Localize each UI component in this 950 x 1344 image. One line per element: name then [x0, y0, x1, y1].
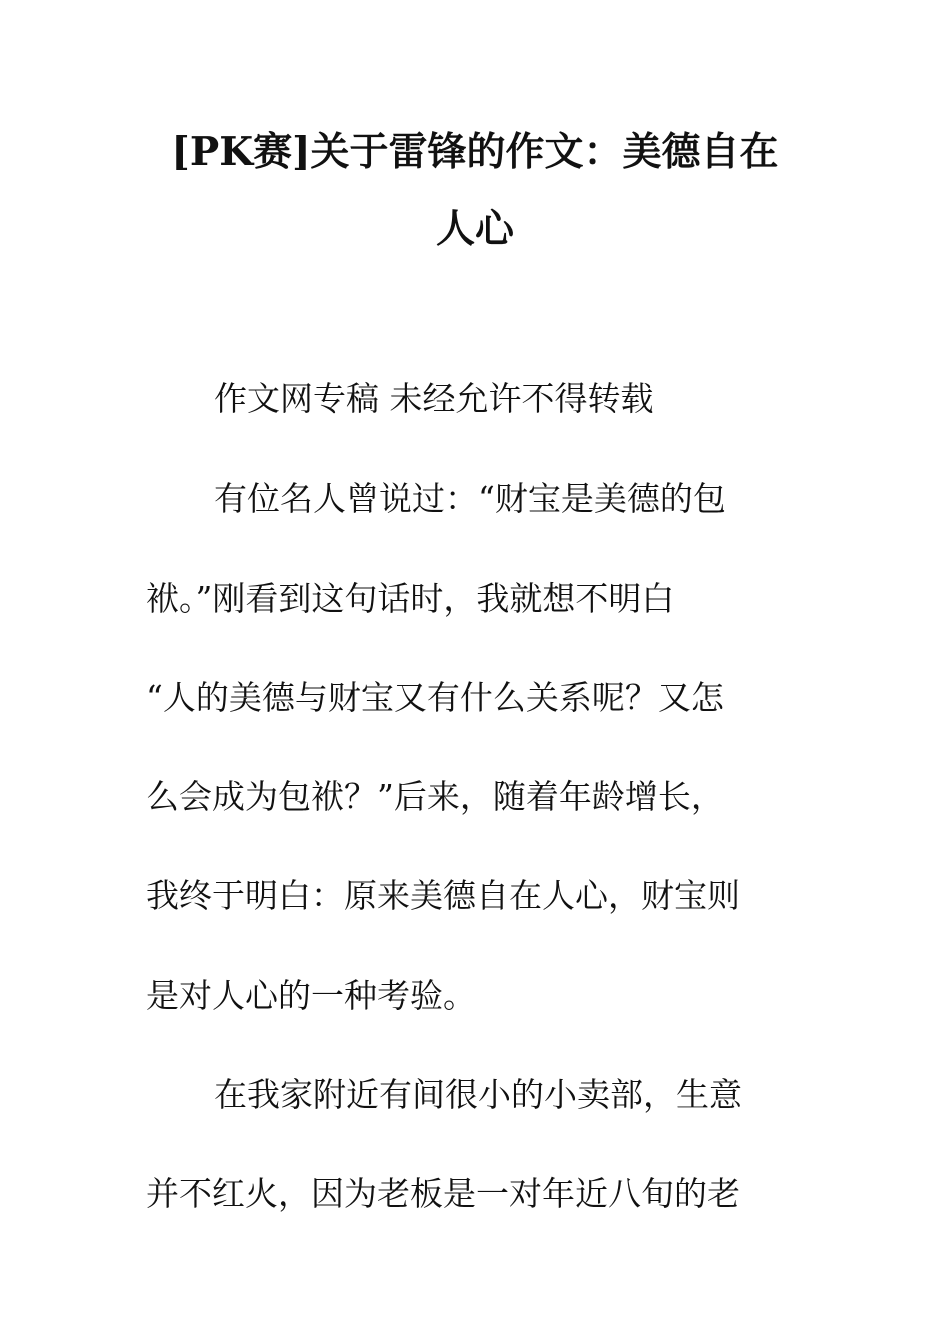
paragraph-line: 我终于明白：原来美德自在人心，财宝则: [146, 876, 740, 915]
byline: 作文网专稿 未经允许不得转载: [214, 379, 654, 418]
paragraph-line: “人的美德与财宝又有什么关系呢？又怎: [146, 678, 724, 717]
paragraph-line: 有位名人曾说过：“财宝是美德的包: [214, 479, 726, 518]
paragraph-line: 在我家附近有间很小的小卖部，生意: [214, 1075, 742, 1114]
paragraph-line: 袱。”刚看到这句话时，我就想不明白: [146, 579, 675, 618]
paragraph-line: 并不红火，因为老板是一对年近八旬的老: [146, 1174, 740, 1213]
paragraph-line: 是对人心的一种考验。: [146, 976, 476, 1015]
document-title-line-1: [PK赛]关于雷锋的作文：美德自在: [171, 129, 779, 175]
document-title-line-2: 人心: [435, 206, 514, 252]
paragraph-line: 么会成为包袱？”后来，随着年龄增长，: [146, 777, 724, 816]
